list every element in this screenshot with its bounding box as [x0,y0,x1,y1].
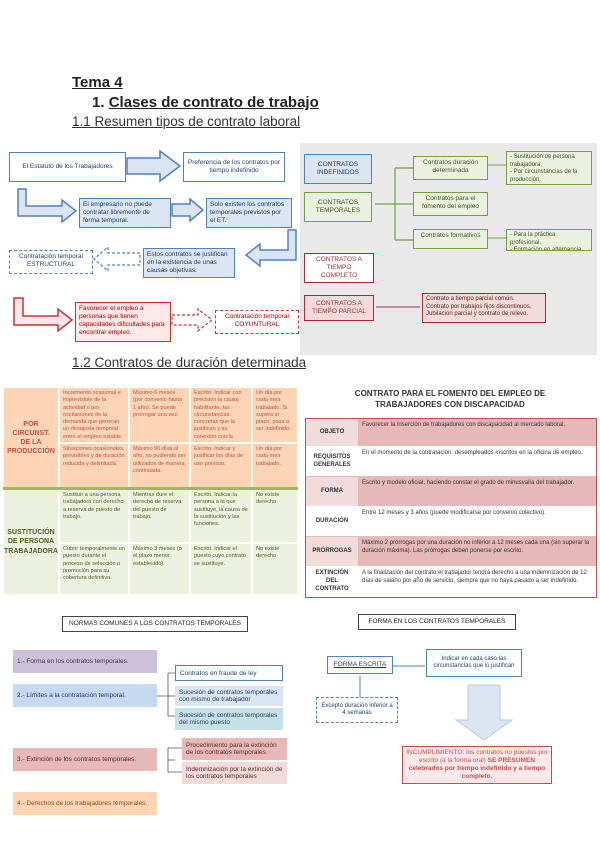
fomento-label-requisitos: REQUISITOS GENERALES [306,447,358,477]
estatuto-box: El Estatuto de los Trabajadores [9,152,126,182]
fomento-box: Contratos para el fomento del empleo [413,192,488,216]
fomento-text-forma: Escrito y modelo oficial, haciendo constar el grado de minusvalía del trabajador. [358,477,596,507]
table-cell: Sustituir a una persona trabajadora con derecho a reserva de puesto de trabajo. [59,489,129,543]
fomento-text-duracion: Entre 12 meses y 3 años (puede modificarse por convenio colectivo). [358,507,596,537]
fomento-title-line1: CONTRATO PARA EL FOMENTO DEL EMPLEO DE [354,389,546,398]
normas-sub-sucesion-puesto: Sucesión de contratos temporales del mismo puesto [175,708,283,730]
dur-note-1: - Sustitución de persona trabajadora. [510,154,575,168]
table-cell: Incremento ocasional e imprevisible de la actividad o por oscilaciones de la demanda que generan un desajuste temporal entre el empleo estable [59,387,129,443]
formativos-box: Contratos formativos [413,229,488,249]
completo-box: CONTRATOS A TIEMPO COMPLETO [304,253,374,283]
forma-indicar-box: Indicar en cada caso las circunstancias que lo justifican [426,649,522,677]
parcial-note-2: Contrato por trabajos fijos discontinuos. [426,303,532,310]
incumplimiento-text: INCUMPLIMIENTO: los contratos no puestos por escrito (a la forma oral) [406,749,548,765]
form-note-2: - Formación en alternancia. [510,247,584,251]
subsection-1-1: 1.1 Resumen tipos de contrato laboral [72,114,301,129]
table-cell: Un día por cada mes trabajado. Si supera el plazo, pasa a ser indefinido. [252,387,298,443]
duracion-box: Contratos duración determinada [413,156,488,180]
normas-title: NORMAS COMUNES A LOS CONTRATOS TEMPORALES [62,616,248,632]
row-label-produccion: POR CIRCUNST. DE LA PRODUCCIÓN [3,387,59,489]
normas-sub-indemnizacion: Indemnización por la extinción de los contratos temporales [182,762,287,784]
normas-item-extincion: 3.- Extinción de los contratos temporales. [13,748,157,771]
estos-box: Estos contratos se justifican en la existencia de unas causas objetivas. [143,248,235,278]
tema-heading: Tema 4 [72,74,123,91]
fomento-label-objeto: OBJETO [306,419,358,447]
row-label-sustitucion: SUSTITUCIÓN DE PERSONA TRABAJADORA [3,489,59,595]
coyuntural-label: Contratación temporal [225,313,289,320]
table-cell: Máximo 6 meses (por convenio hasta 1 año). Se puede prorrogar una vez. [129,387,190,443]
table-cell: No existe derecho [252,489,298,543]
fomento-label-forma: FORMA [306,477,358,507]
coyuntural-type: COYUNTURAL [234,321,280,329]
fomento-text-prorrogas: Máximo 2 prórrogas por una duración no inferior a 12 meses cada una (sin superar la duración máxima). Las prórrogas deben ponerse por escrito. [358,537,596,567]
normas-item-forma: 1.- Forma en los contratos temporales. [13,650,157,673]
fomento-label-extincion: EXTINCIÓN DEL CONTRATO [306,567,358,597]
fomento-label-duracion: DURACIÓN [306,507,358,537]
form-note-1: - Para la práctica profesional. [510,232,556,246]
parcial-note-3: Jubilación parcial y contrato de relevo. [426,311,529,317]
table-cell: Máximo 90 días al año, no pudiendo ser utilizados de manera continuada. [129,443,190,489]
table-cell: Mientras dure el derecho de reserva del puesto de trabajo. [129,489,190,543]
table-cell: No existe derecho [252,543,298,595]
table-cell: Situaciones ocasionales, previsibles y de duración reducida y delimitada. [59,443,129,489]
normas-item-derechos: 4.- Derechos de los trabajadores temporales. [13,792,157,815]
parcial-note-1: Contrato a tiempo parcial común. [426,296,515,302]
section-title-text: Clases de contrato de trabajo [108,94,319,111]
subsection-1-2: 1.2 Contratos de duración determinada [72,355,307,370]
indefinidos-box: CONTRATOS INDEFINIDOS [304,154,372,184]
fomento-text-requisitos: En el momento de la contratación: desempleados inscritos en la oficina de empleo. [358,447,596,477]
estructural-type: ESTRUCTURAL [26,261,76,269]
normas-sub-sucesion-trabajador: Sucesión de contratos temporales con mismo de trabajador [175,686,283,706]
incumplimiento-presumen: SE PRESUMEN celebrados por tiempo indefinido y a tiempo completo. [408,757,546,781]
temporales-box: CONTRATOS TEMPORALES [304,192,372,222]
normas-sub-procedimiento: Procedimiento para la extinción de los contratos temporales [182,738,287,760]
table-cell: Escrito. Indicar y justificar los días de uso previsto. [190,443,252,489]
forma-excepto-box: Excepto duración inferior a 4 semanas [316,697,398,723]
fomento-label-prorrogas: PRÓRROGAS [306,537,358,567]
normas-item-limites: 2.- Límites a la contratación temporal. [13,684,157,707]
parcial-box: CONTRATOS A TIEMPO PARCIAL [304,295,374,321]
table-cell: Escrito. Indicar la persona a la que sustituye, la causa de la sustitución y las funciones. [190,489,252,543]
table-cell: Un día por cada mes trabajado. [252,443,298,489]
forma-escrita-box: FORMA ESCRITA [327,656,393,674]
favorecer-box: Favorecer el empleo a personas que tienen capacidades dificultades para encontrar empleo. [75,302,171,342]
dur-note-2: - Por circunstancias de la producción. [510,169,578,183]
table-cell: Escrito. Indicar el puesto cuyo contrato se sustituye. [190,543,252,595]
fomento-text-objeto: Favorecer la inserción de trabajadores con discapacidad al mercado laboral. [358,419,596,447]
table-cell: Cubrir temporalmente un puesto durante el proceso de selección o promoción para su cobertura definitiva. [59,543,129,595]
estructural-label: Contratación temporal [19,253,83,260]
section-number: 1. [92,94,105,111]
fomento-text-extincion: A la finalización del contrato el trabajador tendrá derecho a una indemnización de 12 días de salario por año de servicio, siempre que no haya pasado a ser indefinido. [358,567,596,597]
normas-sub-fraude: Contratos en fraude de ley [175,665,283,681]
table-cell: Máximo 3 meses (o el plazo menor establecido). [129,543,190,595]
preferencia-box: Preferencia de los contratos por tiempo indefinido [183,152,285,182]
table-cell: Escrito. Indicar con precisión la causa habilitante, las circunstancias concretas que la justifican y su conexión con la [190,387,252,443]
empresario-box: El empresario no puede contratar libremente de forma temporal. [79,198,171,228]
forma-title: FORMA EN LOS CONTRATOS TEMPORALES [358,614,516,630]
fomento-title-line2: TRABAJADORES CON DISCAPACIDAD [375,400,525,410]
solo-box: Solo existen los contratos temporales previstos por el ET. [206,198,292,228]
forma-incumplimiento-box [402,746,552,784]
